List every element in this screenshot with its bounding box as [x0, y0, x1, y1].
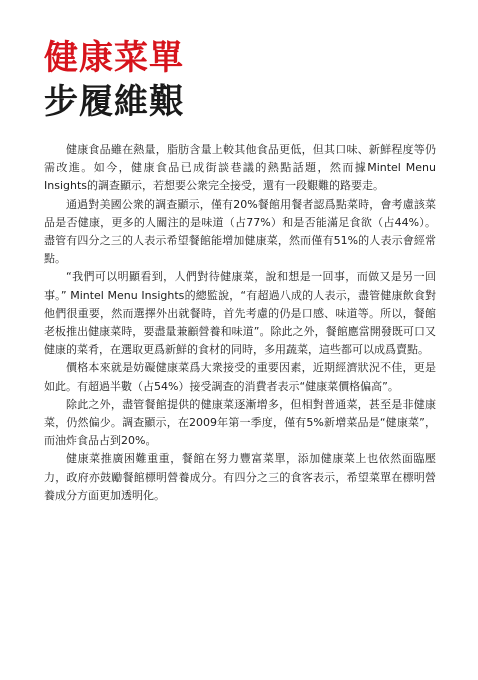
paragraph: 健康菜推廣困難重重，餐館在努力豐富菜單，添加健康菜上也依然面臨壓力，政府亦鼓勵餐館標明營養成分。有四分之三的食客表示，希望菜單在標明營養成分方面更加透明化。 [44, 452, 436, 502]
title-line-1: 健康菜單 [44, 38, 184, 78]
paragraph: 健康食品雖在熱量，脂肪含量上較其他食品更低，但其口味、新鮮程度等仍需改進。如今，健康食品已成街談巷議的熱點話題，然而據Mintel Menu Insights的調查顯示，若想要公衆完全接受，還有一段艱難的路要走。 [44, 143, 436, 193]
paragraph: “我們可以明顯看到，人們對待健康菜，說和想是一回事，而做又是另一回事。” Mintel Menu Insights的總監說，“有超過八成的人表示，盡管健康飲食對他們很重要，然而選擇外出就餐時，首先考慮的仍是口感、味道等。所以，餐館老板推出健康菜時，要盡量兼顧營養和味道”。除此之外，餐館應當開發既可口又健康的菜肴，在選取更爲新鮮的食材的同時，多用蔬菜，這些都可以成爲賣點。 [44, 270, 436, 357]
paragraph: 通過對美國公衆的調查顯示，僅有20%餐館用餐者認爲點菜時，會考慮該菜品是否健康，更多的人關注的是味道（占77%）和是否能滿足食欲（占44%）。盡管有四分之三的人表示希望餐館能增加健康菜，然而僅有51%的人表示會經常點。 [44, 197, 436, 266]
article-title [44, 36, 444, 124]
article-body [44, 141, 436, 505]
paragraph: 價格本來就是妨礙健康菜爲大衆接受的重要因素，近期經濟狀況不佳，更是如此。有超過半數（占54%）接受調查的消費者表示“健康菜價格偏高”。 [44, 361, 436, 393]
paragraph: 除此之外，盡管餐館提供的健康菜逐漸增多，但相對普通菜，甚至是非健康菜，仍然偏少。調查顯示，在2009年第一季度，僅有5%新增菜品是“健康菜”，而油炸食品占到20%。 [44, 397, 436, 448]
title-line-2: 步履維艱 [44, 82, 184, 122]
